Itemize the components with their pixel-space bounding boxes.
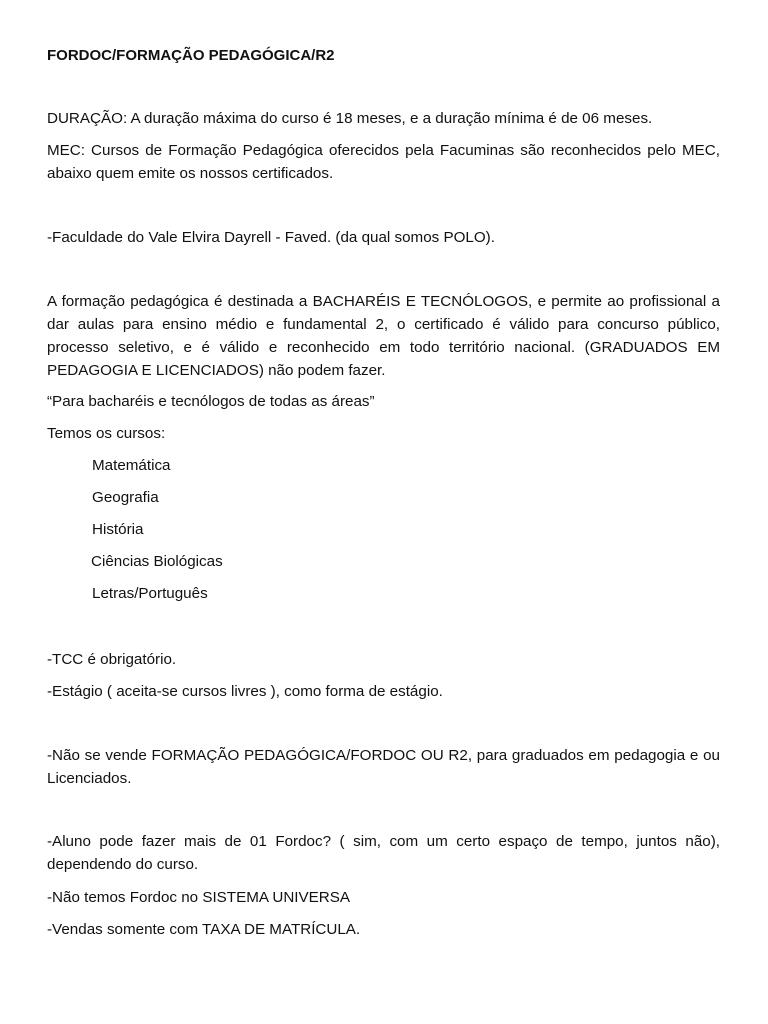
system-paragraph: -Não temos Fordoc no SISTEMA UNIVERSA bbox=[47, 889, 351, 906]
course-item: Letras/Português bbox=[92, 585, 208, 602]
internship-paragraph: -Estágio ( aceita-se cursos livres ), como forma de estágio. bbox=[47, 683, 443, 700]
not-sold-paragraph: -Não se vende FORMAÇÃO PEDAGÓGICA/FORDOC OU R2, para graduados em pedagogia e ou Licenciados. bbox=[47, 747, 720, 787]
duration-paragraph: DURAÇÃO: A duração máxima do curso é 18 meses, e a duração mínima é de 06 meses. bbox=[47, 110, 653, 127]
course-item: Ciências Biológicas bbox=[91, 553, 223, 570]
tcc-paragraph: -TCC é obrigatório. bbox=[47, 651, 177, 668]
course-item: Geografia bbox=[92, 489, 159, 506]
sales-paragraph: -Vendas somente com TAXA DE MATRÍCULA. bbox=[47, 921, 361, 938]
courses-heading: Temos os cursos: bbox=[47, 425, 166, 442]
course-item: Matemática bbox=[92, 457, 171, 474]
faculty-paragraph: -Faculdade do Vale Elvira Dayrell - Faved. (da qual somos POLO). bbox=[47, 229, 495, 246]
course-item: História bbox=[92, 521, 144, 538]
quote-paragraph: “Para bacharéis e tecnólogos de todas as áreas” bbox=[47, 393, 375, 410]
mec-paragraph: MEC: Cursos de Formação Pedagógica oferecidos pela Facuminas são reconhecidos pelo MEC, abaixo quem emite os nossos certificados. bbox=[47, 142, 720, 182]
multiple-fordoc-paragraph: -Aluno pode fazer mais de 01 Fordoc? ( sim, com um certo espaço de tempo, juntos não), dependendo do curso. bbox=[47, 833, 720, 873]
document-title: FORDOC/FORMAÇÃO PEDAGÓGICA/R2 bbox=[47, 47, 335, 64]
description-paragraph: A formação pedagógica é destinada a BACHARÉIS E TECNÓLOGOS, e permite ao profissional a dar aulas para ensino médio e fundamental 2, o certificado é válido para concurso público, processo seletivo, e é válido e reconhecido em todo território nacional. (GRADUADOS EM PEDAGOGIA E LICENCIADOS) não podem fazer. bbox=[47, 293, 720, 379]
